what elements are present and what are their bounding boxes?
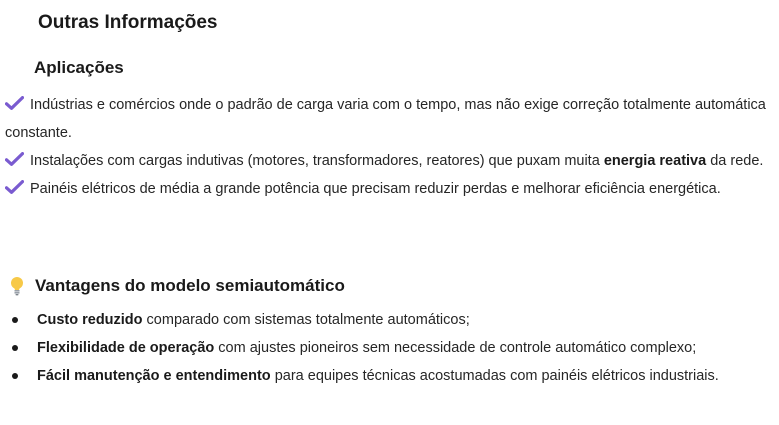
bullet-icon bbox=[12, 373, 18, 379]
aplicacao-text: da rede. bbox=[706, 153, 764, 169]
vantagem-text: com ajustes pioneiros sem necessidade de controle automático complexo; bbox=[214, 340, 697, 356]
aplicacao-text: Instalações com cargas indutivas (motores, transformadores, reatores) que puxam muita bbox=[30, 153, 604, 169]
aplicacao-item bbox=[5, 91, 773, 147]
vantagens-list bbox=[0, 306, 779, 390]
aplicacoes-list bbox=[5, 91, 773, 203]
vantagens-heading: Vantagens do modelo semiautomático bbox=[35, 276, 345, 295]
check-icon bbox=[5, 180, 24, 194]
check-icon bbox=[5, 96, 24, 110]
page-title: Outras Informações bbox=[38, 12, 218, 33]
vantagem-text: para equipes técnicas acostumadas com painéis elétricos industriais. bbox=[270, 368, 719, 384]
check-icon bbox=[5, 152, 24, 166]
aplicacao-item bbox=[5, 175, 773, 203]
vantagem-bold-text: Custo reduzido bbox=[37, 312, 143, 328]
vantagem-item bbox=[0, 334, 779, 362]
bullet-icon bbox=[12, 317, 18, 323]
lightbulb-icon bbox=[8, 276, 26, 296]
aplicacoes-heading: Aplicações bbox=[34, 58, 124, 77]
bullet-icon bbox=[12, 345, 18, 351]
vantagem-item bbox=[0, 362, 779, 390]
aplicacao-item bbox=[5, 147, 773, 175]
aplicacao-text: Painéis elétricos de média a grande potência que precisam reduzir perdas e melhorar eficiência energética. bbox=[30, 181, 721, 197]
vantagens-heading-row bbox=[8, 276, 345, 296]
vantagem-bold-text: Flexibilidade de operação bbox=[37, 340, 215, 356]
vantagem-text: comparado com sistemas totalmente automáticos; bbox=[142, 312, 470, 328]
vantagem-item bbox=[0, 306, 779, 334]
aplicacao-text: Indústrias e comércios onde o padrão de carga varia com o tempo, mas não exige correção totalmente automática constante. bbox=[5, 97, 766, 141]
vantagem-bold-text: Fácil manutenção e entendimento bbox=[37, 368, 271, 384]
aplicacao-bold-text: energia reativa bbox=[603, 153, 707, 169]
